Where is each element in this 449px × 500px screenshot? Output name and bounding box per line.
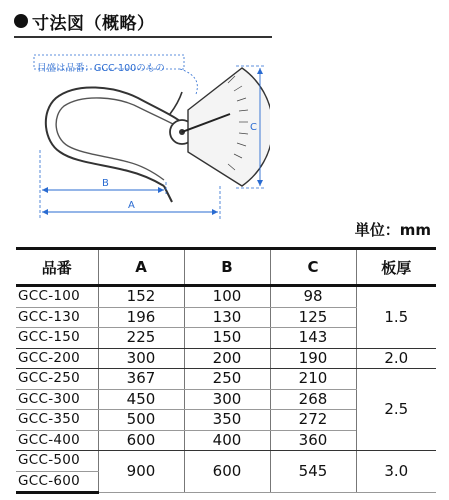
- dimension-c-label: C: [250, 122, 257, 133]
- scale-plate: [188, 68, 270, 186]
- thickness-cell: 3.0: [356, 451, 436, 493]
- c-cell: 210: [270, 369, 356, 390]
- a-cell: 450: [98, 389, 184, 410]
- section-title: [14, 6, 434, 38]
- header-model: 品番: [16, 249, 98, 286]
- c-cell: 190: [270, 348, 356, 369]
- model-cell: GCC-400: [16, 430, 98, 451]
- thickness-cell: 1.5: [356, 286, 436, 349]
- model-cell: GCC-250: [16, 369, 98, 390]
- c-cell: 98: [270, 286, 356, 308]
- a-cell: 367: [98, 369, 184, 390]
- title-underline: [14, 36, 272, 38]
- header-c: C: [270, 249, 356, 286]
- a-cell: 152: [98, 286, 184, 308]
- dimension-b-label: B: [102, 178, 109, 189]
- table-row: [16, 348, 436, 369]
- model-cell: GCC-150: [16, 328, 98, 349]
- model-cell: GCC-500: [16, 451, 98, 472]
- c-cell: 360: [270, 430, 356, 451]
- a-cell: 225: [98, 328, 184, 349]
- b-cell: 130: [184, 307, 270, 328]
- model-cell: GCC-600: [16, 471, 98, 493]
- thickness-cell: 2.0: [356, 348, 436, 369]
- header-a: A: [98, 249, 184, 286]
- b-cell: 300: [184, 389, 270, 410]
- c-cell: 125: [270, 307, 356, 328]
- unit-label: 単位：mm: [354, 221, 431, 239]
- model-cell: GCC-100: [16, 286, 98, 308]
- a-cell: 196: [98, 307, 184, 328]
- header-thickness: 板厚: [356, 249, 436, 286]
- scale-note-callout: 目盛は品番：GCC-100のもの: [37, 63, 165, 74]
- model-cell: GCC-300: [16, 389, 98, 410]
- c-cell: 143: [270, 328, 356, 349]
- b-cell: 400: [184, 430, 270, 451]
- caliper-diagram: [30, 52, 270, 222]
- c-cell: 545: [270, 451, 356, 493]
- model-cell: GCC-350: [16, 410, 98, 431]
- c-cell: 272: [270, 410, 356, 431]
- jaw-tip-upper: [170, 92, 182, 114]
- table-row: [16, 286, 436, 308]
- callout-leader: [180, 69, 197, 94]
- caliper-leg-upper: [46, 87, 190, 186]
- model-cell: GCC-200: [16, 348, 98, 369]
- b-cell: 100: [184, 286, 270, 308]
- dimension-a-label: A: [128, 200, 135, 211]
- model-cell: GCC-130: [16, 307, 98, 328]
- b-cell: 600: [184, 451, 270, 493]
- dimension-table: [16, 247, 436, 494]
- section-title-text: 寸法図（概略）: [32, 14, 155, 34]
- a-cell: 900: [98, 451, 184, 493]
- table-row: [16, 451, 436, 472]
- b-cell: 150: [184, 328, 270, 349]
- thickness-cell: 2.5: [356, 369, 436, 451]
- c-cell: 268: [270, 389, 356, 410]
- header-b: B: [184, 249, 270, 286]
- table-header-row: [16, 249, 436, 286]
- caliper-drawing: [30, 52, 270, 222]
- a-cell: 600: [98, 430, 184, 451]
- a-cell: 300: [98, 348, 184, 369]
- b-cell: 250: [184, 369, 270, 390]
- a-cell: 500: [98, 410, 184, 431]
- b-cell: 200: [184, 348, 270, 369]
- table-row: [16, 369, 436, 390]
- filled-circle-icon: [14, 14, 28, 28]
- b-cell: 350: [184, 410, 270, 431]
- jaw-tip: [164, 186, 172, 202]
